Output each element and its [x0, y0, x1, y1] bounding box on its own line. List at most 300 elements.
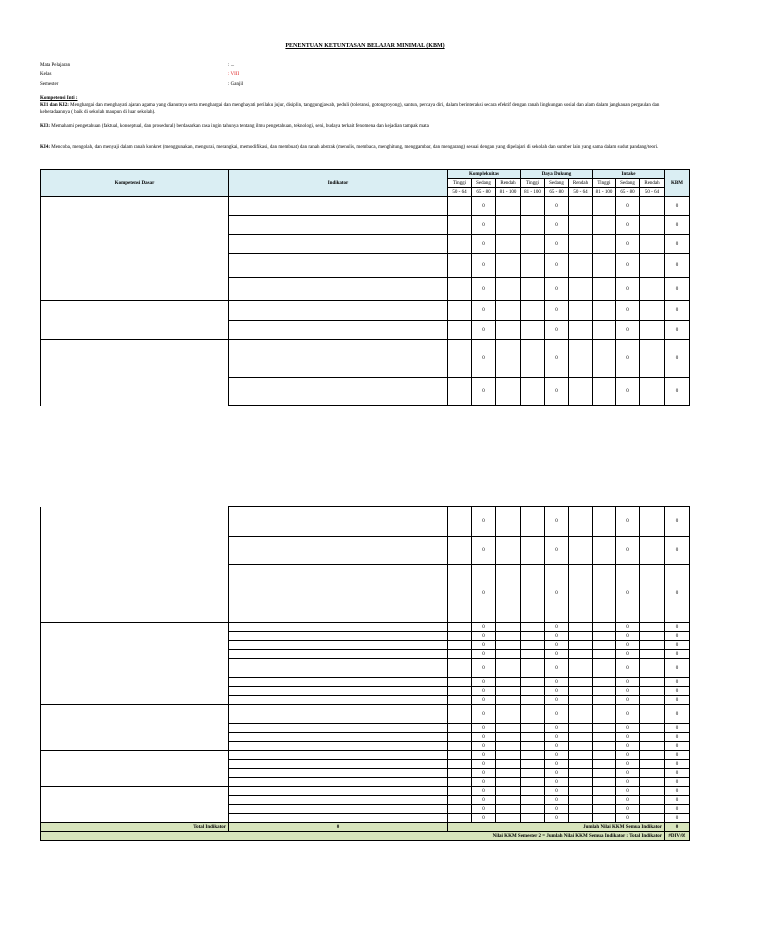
ki4-body: Mencoba, mengolah, dan menyaji dalam ranah konkret (menggunakan, mengurai, merangkai, memodifikasi, dan membuat) dan ranah abstrak (menulis, membaca, menghitung, menggambar, dan mengarang) sesuai dengan yang dipelajari di sekolah dan sumber lain yang sama dalam sudut pandang/teori. — [50, 145, 659, 150]
empty-cell — [593, 796, 616, 805]
subheader-cell: Sedang — [472, 179, 496, 188]
score-cell: 0 — [472, 678, 496, 687]
empty-cell — [448, 254, 472, 278]
empty-cell — [448, 687, 472, 696]
empty-cell — [593, 301, 616, 321]
empty-cell — [521, 687, 545, 696]
empty-cell — [521, 278, 545, 301]
empty-cell — [593, 742, 616, 751]
empty-cell — [640, 565, 665, 623]
score-cell: 0 — [545, 650, 569, 659]
score-cell: 0 — [545, 787, 569, 796]
score-cell: 0 — [545, 565, 569, 623]
empty-cell — [593, 696, 616, 705]
empty-cell — [640, 733, 665, 742]
score-cell: 0 — [545, 197, 569, 216]
score-cell: 0 — [472, 760, 496, 769]
empty-cell — [593, 705, 616, 724]
empty-cell — [521, 235, 545, 254]
score-cell: 0 — [665, 537, 690, 565]
score-cell: 0 — [545, 696, 569, 705]
empty-cell — [569, 769, 593, 778]
score-cell: 0 — [665, 805, 690, 814]
empty-cell — [496, 678, 521, 687]
meta-semester — [40, 82, 243, 87]
score-cell: 0 — [665, 650, 690, 659]
jumlah-nilai-value: 0 — [665, 823, 690, 832]
empty-cell — [521, 507, 545, 537]
score-cell: 0 — [545, 254, 569, 278]
subheader-cell: Tinggi — [448, 179, 472, 188]
score-cell: 0 — [616, 216, 640, 235]
empty-cell — [448, 760, 472, 769]
empty-cell — [448, 537, 472, 565]
score-cell: 0 — [472, 650, 496, 659]
score-cell: 0 — [616, 742, 640, 751]
empty-cell — [640, 632, 665, 641]
empty-cell — [496, 537, 521, 565]
empty-cell — [496, 696, 521, 705]
score-cell: 0 — [665, 769, 690, 778]
score-cell: 0 — [545, 760, 569, 769]
empty-cell — [448, 216, 472, 235]
score-cell: 0 — [616, 641, 640, 650]
empty-cell — [640, 235, 665, 254]
empty-cell — [593, 733, 616, 742]
score-cell: 0 — [665, 565, 690, 623]
empty-cell — [521, 321, 545, 340]
kompetensi-dasar-cell — [41, 751, 229, 787]
subheader-cell: Rendah — [640, 179, 665, 188]
indikator-cell — [229, 197, 448, 216]
empty-cell — [593, 760, 616, 769]
score-cell: 0 — [616, 632, 640, 641]
score-cell: 0 — [616, 507, 640, 537]
meta-value: : ... — [228, 63, 235, 68]
empty-cell — [640, 724, 665, 733]
score-cell: 0 — [545, 678, 569, 687]
score-cell: 0 — [472, 278, 496, 301]
score-cell: 0 — [665, 696, 690, 705]
score-cell: 0 — [616, 760, 640, 769]
table-row — [41, 301, 690, 321]
score-cell: 0 — [545, 814, 569, 823]
empty-cell — [521, 751, 545, 760]
meta-label: Mata Pelajaran — [40, 63, 71, 68]
score-cell: 0 — [616, 724, 640, 733]
empty-cell — [521, 705, 545, 724]
indikator-cell — [229, 623, 448, 632]
ki12-body: Menghargai dan menghayati ajaran agama yang dianutnya serta menghargai dan menghayati perilaku jujur, disiplin, tanggungjawab, peduli (toleransi, gotongroyong), santun, percaya diri, dalam berinteraksi secara efektif dengan ranah lingkungan sosial dan alam dalam jangkauan pergaulan dan keberadaannya ( baik di sekolah maupun di luar sekolah). — [40, 103, 660, 115]
empty-cell — [593, 235, 616, 254]
score-cell: 0 — [472, 641, 496, 650]
empty-cell — [640, 254, 665, 278]
score-cell: 0 — [545, 301, 569, 321]
empty-cell — [640, 787, 665, 796]
indikator-cell — [229, 301, 448, 321]
empty-cell — [521, 659, 545, 678]
empty-cell — [593, 216, 616, 235]
empty-cell — [593, 687, 616, 696]
score-cell: 0 — [545, 742, 569, 751]
meta-value: : Ganjil — [228, 82, 244, 87]
empty-cell — [640, 751, 665, 760]
score-cell: 0 — [616, 340, 640, 378]
indikator-cell — [229, 235, 448, 254]
empty-cell — [569, 254, 593, 278]
indikator-cell — [229, 641, 448, 650]
indikator-cell — [229, 659, 448, 678]
empty-cell — [496, 805, 521, 814]
score-cell: 0 — [616, 235, 640, 254]
empty-cell — [448, 796, 472, 805]
score-cell: 0 — [545, 278, 569, 301]
empty-cell — [640, 769, 665, 778]
score-cell: 0 — [472, 787, 496, 796]
empty-cell — [593, 814, 616, 823]
empty-cell — [640, 659, 665, 678]
empty-cell — [521, 696, 545, 705]
score-cell: 0 — [472, 778, 496, 787]
meta-kelas — [40, 72, 239, 77]
score-cell: 0 — [616, 301, 640, 321]
score-cell: 0 — [472, 742, 496, 751]
empty-cell — [593, 650, 616, 659]
score-cell: 0 — [472, 507, 496, 537]
empty-cell — [640, 301, 665, 321]
empty-cell — [496, 769, 521, 778]
empty-cell — [569, 678, 593, 687]
score-cell: 0 — [665, 751, 690, 760]
indikator-cell — [229, 216, 448, 235]
score-cell: 0 — [616, 537, 640, 565]
empty-cell — [521, 378, 545, 406]
empty-cell — [593, 632, 616, 641]
empty-cell — [569, 659, 593, 678]
empty-cell — [569, 623, 593, 632]
empty-cell — [496, 751, 521, 760]
score-cell: 0 — [665, 678, 690, 687]
score-cell: 0 — [665, 321, 690, 340]
score-cell: 0 — [665, 778, 690, 787]
empty-cell — [496, 787, 521, 796]
empty-cell — [593, 507, 616, 537]
table-row — [41, 507, 690, 537]
score-cell: 0 — [616, 705, 640, 724]
score-cell: 0 — [616, 751, 640, 760]
indikator-cell — [229, 696, 448, 705]
indikator-cell — [229, 769, 448, 778]
empty-cell — [569, 507, 593, 537]
empty-cell — [640, 378, 665, 406]
subheader-cell: Rendah — [569, 179, 593, 188]
empty-cell — [569, 340, 593, 378]
score-cell: 0 — [665, 724, 690, 733]
empty-cell — [448, 565, 472, 623]
table-row — [41, 623, 690, 632]
score-cell: 0 — [616, 254, 640, 278]
empty-cell — [593, 751, 616, 760]
table-row — [41, 751, 690, 760]
empty-cell — [569, 378, 593, 406]
subheader-cell: Tinggi — [521, 179, 545, 188]
empty-cell — [496, 632, 521, 641]
meta-label: Semester — [40, 82, 59, 87]
empty-cell — [448, 641, 472, 650]
empty-cell — [496, 507, 521, 537]
score-cell: 0 — [472, 537, 496, 565]
score-cell: 0 — [616, 565, 640, 623]
score-cell: 0 — [665, 641, 690, 650]
score-cell: 0 — [665, 235, 690, 254]
empty-cell — [593, 769, 616, 778]
score-cell: 0 — [616, 623, 640, 632]
indikator-cell — [229, 278, 448, 301]
empty-cell — [593, 378, 616, 406]
kompetensi-dasar-cell — [41, 301, 229, 340]
empty-cell — [521, 650, 545, 659]
empty-cell — [448, 235, 472, 254]
kompetensi-dasar-cell — [41, 705, 229, 751]
empty-cell — [521, 537, 545, 565]
empty-cell — [521, 340, 545, 378]
range-cell: 50 - 64 — [448, 188, 472, 197]
empty-cell — [593, 537, 616, 565]
header-kompetensi-dasar: Kompetensi Dasar — [41, 170, 229, 197]
meta-mata-pelajaran — [40, 63, 234, 68]
empty-cell — [521, 632, 545, 641]
ki4-label: KI4: — [40, 145, 50, 150]
range-cell: 65 - 80 — [472, 188, 496, 197]
score-cell: 0 — [472, 724, 496, 733]
empty-cell — [496, 197, 521, 216]
empty-cell — [569, 197, 593, 216]
empty-cell — [448, 623, 472, 632]
empty-cell — [448, 197, 472, 216]
empty-cell — [521, 565, 545, 623]
score-cell: 0 — [616, 321, 640, 340]
score-cell: 0 — [665, 216, 690, 235]
empty-cell — [521, 216, 545, 235]
empty-cell — [569, 650, 593, 659]
score-cell: 0 — [665, 814, 690, 823]
empty-cell — [569, 760, 593, 769]
score-cell: 0 — [545, 687, 569, 696]
indikator-cell — [229, 805, 448, 814]
empty-cell — [521, 678, 545, 687]
empty-cell — [521, 301, 545, 321]
nilai-kkm-formula-value: #DIV/0! — [665, 832, 690, 841]
score-cell: 0 — [665, 742, 690, 751]
empty-cell — [448, 696, 472, 705]
empty-cell — [496, 659, 521, 678]
empty-cell — [496, 650, 521, 659]
empty-cell — [640, 678, 665, 687]
indikator-cell — [229, 537, 448, 565]
header-kbm: KBM — [665, 170, 690, 197]
empty-cell — [496, 254, 521, 278]
score-cell: 0 — [665, 796, 690, 805]
empty-cell — [496, 814, 521, 823]
empty-cell — [448, 742, 472, 751]
score-cell: 0 — [545, 235, 569, 254]
empty-cell — [593, 724, 616, 733]
empty-cell — [593, 254, 616, 278]
score-cell: 0 — [545, 778, 569, 787]
empty-cell — [521, 197, 545, 216]
empty-cell — [496, 378, 521, 406]
indikator-cell — [229, 760, 448, 769]
score-cell: 0 — [616, 659, 640, 678]
empty-cell — [448, 751, 472, 760]
score-cell: 0 — [545, 769, 569, 778]
empty-cell — [640, 742, 665, 751]
score-cell: 0 — [665, 340, 690, 378]
empty-cell — [569, 278, 593, 301]
range-cell: 50 - 64 — [569, 188, 593, 197]
score-cell: 0 — [665, 760, 690, 769]
score-cell: 0 — [472, 733, 496, 742]
score-cell: 0 — [665, 632, 690, 641]
score-cell: 0 — [472, 659, 496, 678]
empty-cell — [448, 321, 472, 340]
empty-cell — [521, 769, 545, 778]
score-cell: 0 — [545, 724, 569, 733]
empty-cell — [569, 696, 593, 705]
empty-cell — [569, 565, 593, 623]
indikator-cell — [229, 724, 448, 733]
header-komplekuitas: Komplekuitas — [448, 170, 521, 179]
empty-cell — [448, 787, 472, 796]
score-cell: 0 — [665, 623, 690, 632]
jumlah-nilai-label: Jumlah Nilai KKM Semua Indikator — [448, 823, 665, 832]
score-cell: 0 — [616, 678, 640, 687]
range-cell: 65 - 80 — [545, 188, 569, 197]
kkm-table-page2 — [40, 506, 690, 841]
empty-cell — [496, 321, 521, 340]
score-cell: 0 — [665, 278, 690, 301]
header-intake: Intake — [593, 170, 665, 179]
score-cell: 0 — [616, 769, 640, 778]
score-cell: 0 — [472, 235, 496, 254]
score-cell: 0 — [665, 687, 690, 696]
score-cell: 0 — [472, 796, 496, 805]
indikator-cell — [229, 650, 448, 659]
empty-cell — [496, 760, 521, 769]
score-cell: 0 — [616, 814, 640, 823]
empty-cell — [640, 778, 665, 787]
document-title: PENENTUAN KETUNTASAN BELAJAR MINIMAL (KBM) — [285, 43, 445, 49]
empty-cell — [448, 769, 472, 778]
empty-cell — [521, 254, 545, 278]
empty-cell — [640, 321, 665, 340]
empty-cell — [448, 340, 472, 378]
empty-cell — [640, 650, 665, 659]
empty-cell — [569, 787, 593, 796]
empty-cell — [593, 197, 616, 216]
score-cell: 0 — [616, 778, 640, 787]
ki1-ki2-text — [40, 103, 690, 116]
empty-cell — [569, 778, 593, 787]
indikator-cell — [229, 507, 448, 537]
kkm-table-page1 — [40, 169, 690, 406]
ki3-text — [40, 124, 690, 131]
score-cell: 0 — [472, 696, 496, 705]
empty-cell — [593, 278, 616, 301]
empty-cell — [448, 378, 472, 406]
score-cell: 0 — [472, 769, 496, 778]
indikator-cell — [229, 378, 448, 406]
empty-cell — [593, 787, 616, 796]
score-cell: 0 — [472, 814, 496, 823]
score-cell: 0 — [545, 378, 569, 406]
empty-cell — [521, 760, 545, 769]
score-cell: 0 — [616, 733, 640, 742]
table-row — [41, 197, 690, 216]
empty-cell — [640, 278, 665, 301]
score-cell: 0 — [665, 507, 690, 537]
score-cell: 0 — [472, 751, 496, 760]
total-indikator-label: Total Indikator — [41, 823, 229, 832]
score-cell: 0 — [616, 378, 640, 406]
empty-cell — [569, 814, 593, 823]
empty-cell — [593, 623, 616, 632]
nilai-kkm-formula-label: Nilai KKM Semester 2 = Jumlah Nilai KKM Semua Indikator : Total Indikator — [41, 832, 665, 841]
empty-cell — [448, 778, 472, 787]
empty-cell — [569, 705, 593, 724]
empty-cell — [569, 632, 593, 641]
ki3-label: KI3: — [40, 124, 50, 129]
empty-cell — [640, 696, 665, 705]
empty-cell — [521, 805, 545, 814]
range-cell: 81 - 100 — [593, 188, 616, 197]
score-cell: 0 — [616, 805, 640, 814]
score-cell: 0 — [472, 632, 496, 641]
indikator-cell — [229, 796, 448, 805]
empty-cell — [496, 687, 521, 696]
empty-cell — [496, 278, 521, 301]
empty-cell — [521, 778, 545, 787]
empty-cell — [593, 778, 616, 787]
empty-cell — [496, 216, 521, 235]
empty-cell — [640, 805, 665, 814]
empty-cell — [448, 659, 472, 678]
empty-cell — [496, 733, 521, 742]
empty-cell — [569, 805, 593, 814]
score-cell: 0 — [472, 623, 496, 632]
empty-cell — [593, 659, 616, 678]
empty-cell — [496, 742, 521, 751]
empty-cell — [448, 678, 472, 687]
score-cell: 0 — [665, 378, 690, 406]
empty-cell — [448, 278, 472, 301]
indikator-cell — [229, 321, 448, 340]
empty-cell — [448, 724, 472, 733]
score-cell: 0 — [545, 805, 569, 814]
empty-cell — [448, 507, 472, 537]
score-cell: 0 — [665, 254, 690, 278]
kompetensi-dasar-cell — [41, 787, 229, 823]
indikator-cell — [229, 254, 448, 278]
total-indikator-value: 0 — [229, 823, 448, 832]
score-cell: 0 — [665, 301, 690, 321]
empty-cell — [593, 641, 616, 650]
empty-cell — [521, 733, 545, 742]
empty-cell — [569, 687, 593, 696]
empty-cell — [448, 632, 472, 641]
empty-cell — [448, 301, 472, 321]
range-cell: 65 - 80 — [616, 188, 640, 197]
